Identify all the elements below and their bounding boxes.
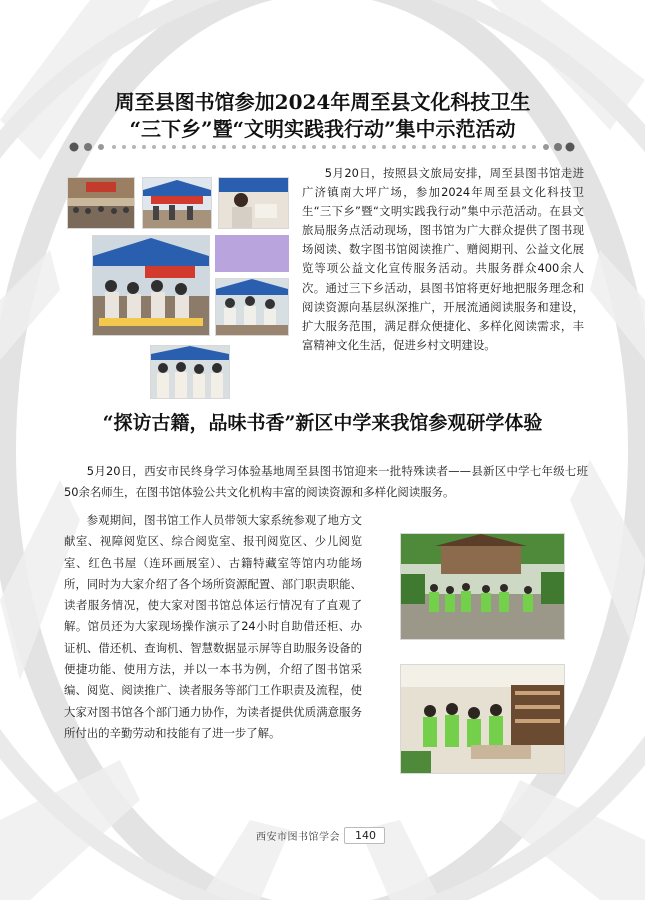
lavender-color-block (215, 235, 289, 272)
footer-publisher: 西安市图书馆学会 (256, 831, 340, 843)
article1-paragraph: 5月20日，按照县文旅局安排，周至县图书馆走进广济镇南大坪广场，参加2024年周至县文化科技卫生“三下乡”暨“文明实践我行动”集中示范活动。在县文旅局服务点活动现场，图书馆为广大群众提供了图书现场阅读、数字图书馆阅读推广、赠阅期刊、公益文化展览等项公益文化宣传服务活动。共服务群众400余人次。通过三下乡活动，县图书馆将更好地把服务理念和阅读资源向基层纵深推广，开展流通阅读服务和建设，扩大服务范围，满足群众便捷化、多样化阅读需求，丰富精神文化生活，促进乡村文明建设。 (302, 166, 584, 352)
photo-students-courtyard (400, 533, 565, 640)
article1-title-line1: 周至县图书馆参加2024年周至县文化科技卫生 (114, 90, 531, 114)
article2-intro (64, 461, 588, 503)
article2-paragraph: 参观期间，图书馆工作人员带领大家系统参观了地方文献室、视障阅览区、综合阅览室、报刊阅览区、少儿阅览室、红色书屋（连环画展室）、古籍特藏室等馆内功能场所，同时为大家介绍了各个场所资源配置、部门职责职能、读者服务情况，使大家对图书馆总体运行情况有了直观了解。馆员还为大家现场操作演示了24小时自助借还柜、办证机、借还机、查询机、智慧数据显示屏等自助服务设备的便捷功能、使用方法，并以一本书为例，介绍了图书馆采编、阅览、阅读推广、读者服务等部门工作职责及流程，使大家对图书馆各个部门通力协作，为读者提供优质满意服务所付出的辛勤劳动和技能有了进一步了解。 (64, 513, 362, 740)
article1-title-line2: “三下乡”暨“文明实践我行动”集中示范活动 (129, 117, 516, 141)
footer (256, 825, 385, 845)
photo-group-under-tent (150, 345, 230, 399)
photo-students-reading-room (400, 664, 565, 774)
article2-body (64, 510, 362, 744)
article2-intro-paragraph: 5月20日，西安市民终身学习体验基地周至县图书馆迎来一批特殊读者——县新区中学七年级七班50余名师生，在图书馆体验公共文化机构丰富的阅读资源和多样化阅读服务。 (64, 464, 588, 499)
article2-title: “探访古籍，品味书香”新区中学来我馆参观研学体验 (102, 412, 543, 434)
photo-library-tent (142, 177, 212, 229)
photo-main-tent-crowd (92, 235, 210, 336)
photo-reader-with-book (218, 177, 289, 229)
dotted-divider (68, 140, 576, 154)
photo-volunteers-table (215, 278, 289, 336)
article1-body (302, 164, 584, 355)
page-number: 140 (344, 827, 385, 844)
photo-outdoor-stage (67, 177, 135, 229)
